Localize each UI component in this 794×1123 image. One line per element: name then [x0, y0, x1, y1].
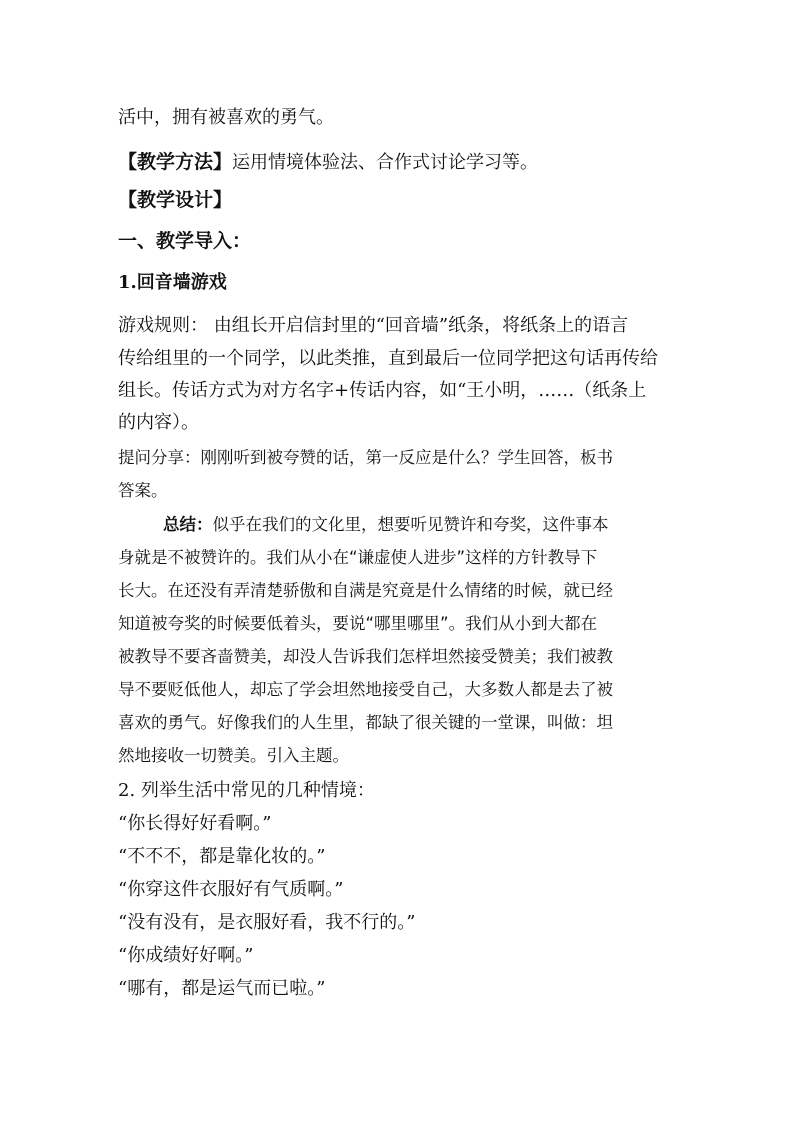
summary-first-text: 似乎在我们的文化里，想要听见赞许和夸奖，这件事本: [212, 515, 609, 534]
subsection-2-heading: 2. 列举生活中常见的几种情境：: [118, 780, 375, 801]
dialogue-line: “你长得好好看啊。”: [118, 813, 272, 834]
question-line: 答案。: [118, 481, 168, 500]
dialogue-line: “没有没有，是衣服好看，我不行的。”: [118, 912, 416, 933]
continued-line: 活中，拥有被喜欢的勇气。: [118, 107, 334, 128]
teaching-method-paragraph: [118, 150, 538, 175]
subsection-1-heading: 1.回音墙游戏: [118, 272, 227, 293]
teaching-method-text: 运用情境体验法、合作式讨论学习等。: [232, 152, 539, 173]
teaching-design-heading: 【教学设计】: [118, 189, 233, 211]
summary-line: 然地接收一切赞美。引入主题。: [118, 746, 349, 765]
rules-line: 游戏规则： 由组长开启信封里的“回音墙”纸条，将纸条上的语言: [118, 315, 629, 336]
dialogue-line: “不不不，都是靠化妆的。”: [118, 846, 326, 867]
summary-line: 导不要贬低他人，却忘了学会坦然地接受自己，大多数人都是去了被: [118, 680, 613, 699]
section-1-heading: 一、教学导入：: [118, 230, 252, 252]
teaching-method-heading: 【教学方法】: [118, 151, 233, 173]
summary-line: 知道被夸奖的时候要低着头，要说“哪里哪里”。我们从小到大都在: [118, 614, 598, 633]
summary-label: 总结：: [163, 515, 213, 534]
question-line: 提问分享：刚刚听到被夸赞的话，第一反应是什么？学生回答，板书: [118, 448, 613, 467]
rules-line: 的内容）。: [118, 412, 199, 433]
dialogue-line: “哪有，都是运气而已啦。”: [118, 978, 326, 999]
dialogue-line: “你成绩好好啊。”: [118, 945, 254, 966]
dialogue-line: “你穿这件衣服好有气质啊。”: [118, 879, 344, 900]
rules-line: 组长。传话方式为对方名字+传话内容，如“王小明，……（纸条上: [118, 380, 647, 401]
summary-first-line: [163, 513, 609, 537]
rules-line: 传给组里的一个同学，以此类推，直到最后一位同学把这句话再传给: [118, 348, 658, 369]
summary-line: 身就是不被赞许的。我们从小在“谦虚使人进步”这样的方针教导下: [118, 548, 598, 567]
summary-line: 喜欢的勇气。好像我们的人生里，都缺了很关键的一堂课，叫做：坦: [118, 713, 613, 732]
summary-line: 被教导不要吝啬赞美，却没人告诉我们怎样坦然接受赞美；我们被教: [118, 647, 613, 666]
summary-line: 长大。在还没有弄清楚骄傲和自满是究竟是什么情绪的时候，就已经: [118, 581, 613, 600]
